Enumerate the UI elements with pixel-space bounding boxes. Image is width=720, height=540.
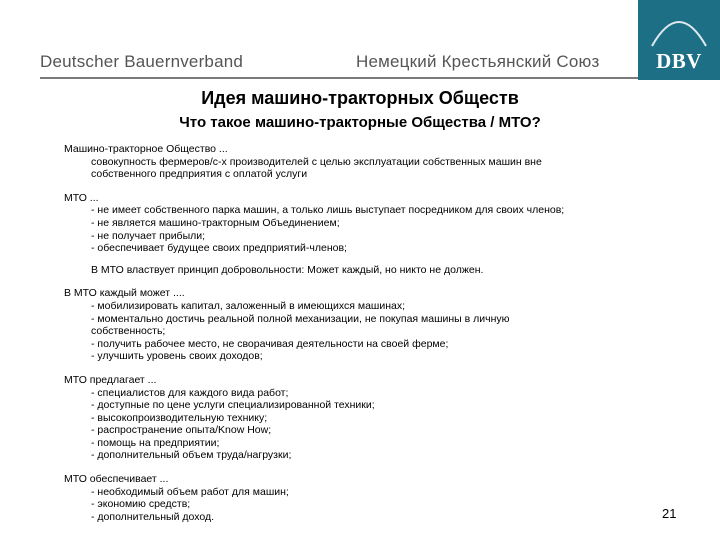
logo-text: DBV bbox=[656, 49, 702, 73]
section-line: - высокопроизводительную технику; bbox=[91, 411, 268, 424]
section-line: собственного предприятия с оплатой услуги bbox=[91, 168, 308, 181]
section-line: - специалистов для каждого вида работ; bbox=[91, 386, 289, 399]
dbv-logo bbox=[638, 0, 720, 80]
section-definition bbox=[64, 143, 684, 181]
section-line: - не имеет собственного парка машин, а только лишь выступает посредником для своих членов; bbox=[91, 204, 565, 217]
section-line: - получить рабочее место, не сворачивая деятельности на своей ферме; bbox=[91, 337, 449, 350]
section-line: - дополнительный доход. bbox=[91, 510, 215, 523]
section-heading: В МТО каждый может .... bbox=[64, 287, 185, 300]
section-heading: Машино-тракторное Общество ... bbox=[64, 143, 228, 155]
section-line: - моментально достичь реальной полной механизации, не покупая машины в личную bbox=[91, 312, 510, 325]
logo-arc-icon bbox=[650, 4, 708, 48]
section-line: - доступные по цене услуги специализированной техники; bbox=[91, 399, 375, 412]
header-organization-russian: Немецкий Крестьянский Союз bbox=[356, 52, 600, 71]
section-mto-provides bbox=[64, 473, 684, 523]
section-heading: МТО предлагает ... bbox=[64, 373, 157, 386]
page-title: Идея машино-тракторных Обществ bbox=[201, 88, 519, 108]
header-organization-german: Deutscher Bauernverband bbox=[40, 52, 244, 71]
section-line: - не является машино-тракторным Объединением; bbox=[91, 216, 340, 229]
section-line: - экономию средств; bbox=[91, 498, 191, 511]
content-body bbox=[64, 143, 684, 534]
section-line: совокупность фермеров/с-х производителей с целью эксплуатации собственных машин вне bbox=[91, 155, 542, 168]
section-line: - помощь на предприятии; bbox=[91, 436, 220, 449]
header-divider bbox=[40, 77, 638, 79]
section-heading: МТО обеспечивает ... bbox=[64, 473, 169, 486]
section-heading: МТО ... bbox=[64, 191, 99, 204]
section-line: - улучшить уровень своих доходов; bbox=[91, 350, 263, 363]
section-mto-offers bbox=[64, 374, 684, 462]
section-line: - необходимый объем работ для машин; bbox=[91, 485, 289, 498]
page-subtitle: Что такое машино-тракторные Общества / МТО? bbox=[179, 114, 541, 131]
voluntary-principle-note: В МТО властвует принцип добровольности: Может каждый, но никто не должен. bbox=[91, 263, 484, 276]
page-number: 21 bbox=[662, 506, 677, 521]
section-everyone-can bbox=[64, 287, 684, 363]
section-line: - дополнительный объем труда/нагрузки; bbox=[91, 449, 292, 462]
section-line: - обеспечивает будущее своих предприятий-членов; bbox=[91, 242, 347, 255]
section-mto-is bbox=[64, 192, 684, 277]
section-line: собственность; bbox=[91, 325, 166, 338]
section-line: - мобилизировать капитал, заложенный в имеющихся машинах; bbox=[91, 299, 406, 312]
section-line: - не получает прибыли; bbox=[91, 229, 206, 242]
section-line: - распространение опыта/Know How; bbox=[91, 424, 272, 437]
